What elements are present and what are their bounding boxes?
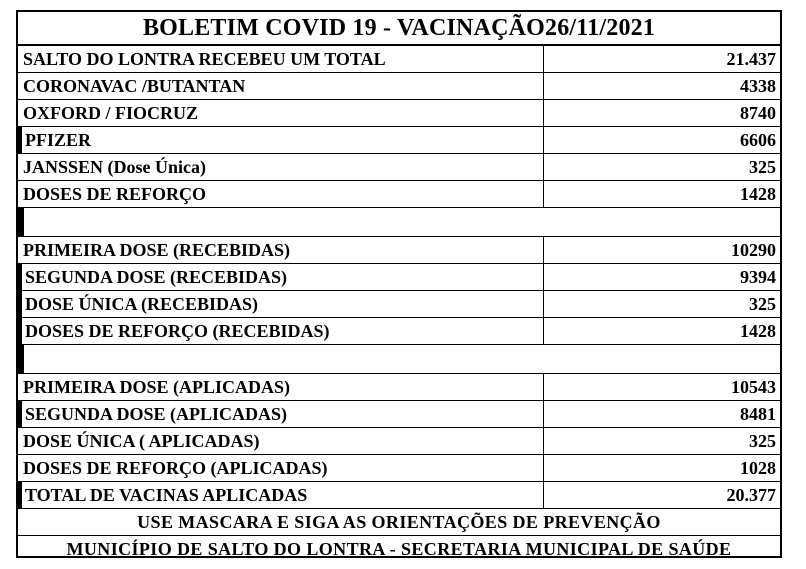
row-label: DOSE ÚNICA ( APLICADAS) (18, 428, 544, 454)
table-row (18, 428, 780, 455)
row-value: 21.437 (726, 49, 776, 69)
row-label: SALTO DO LONTRA RECEBEU UM TOTAL (18, 46, 544, 72)
row-label: CORONAVAC /BUTANTAN (18, 73, 544, 99)
table-row (18, 264, 780, 291)
row-label: SEGUNDA DOSE (APLICADAS) (22, 401, 544, 427)
table-row (18, 482, 780, 509)
section-divider (18, 208, 780, 237)
row-value: 1428 (740, 184, 776, 204)
row-value: 325 (749, 431, 776, 451)
row-value: 4338 (740, 76, 776, 96)
row-label: DOSE ÚNICA (RECEBIDAS) (22, 291, 544, 317)
row-label: JANSSEN (Dose Única) (18, 154, 544, 180)
table-row (18, 455, 780, 482)
table-row (18, 318, 780, 345)
table-row (18, 154, 780, 181)
row-value: 1028 (740, 458, 776, 478)
row-label: PRIMEIRA DOSE (APLICADAS) (18, 374, 544, 400)
row-value: 10290 (731, 240, 776, 260)
row-label: DOSES DE REFORÇO (RECEBIDAS) (22, 318, 544, 344)
row-label: PRIMEIRA DOSE (RECEBIDAS) (18, 237, 544, 263)
row-value: 10543 (731, 377, 776, 397)
table-row (18, 46, 780, 73)
row-value: 325 (749, 294, 776, 314)
row-label: TOTAL DE VACINAS APLICADAS (22, 482, 544, 508)
row-value: 9394 (740, 267, 776, 287)
table-row (18, 374, 780, 401)
row-value: 8481 (740, 404, 776, 424)
table-row (18, 181, 780, 208)
table-row (18, 73, 780, 100)
bulletin-title: BOLETIM COVID 19 - VACINAÇÃO26/11/2021 (18, 12, 780, 46)
row-value: 20.377 (726, 485, 776, 505)
row-label: OXFORD / FIOCRUZ (18, 100, 544, 126)
row-value: 1428 (740, 321, 776, 341)
row-value: 6606 (740, 130, 776, 150)
table-row (18, 291, 780, 318)
table-row (18, 127, 780, 154)
row-value: 8740 (740, 103, 776, 123)
row-label: DOSES DE REFORÇO (APLICADAS) (18, 455, 544, 481)
row-label: PFIZER (22, 127, 544, 153)
section-divider (18, 345, 780, 374)
table-row (18, 100, 780, 127)
row-label: SEGUNDA DOSE (RECEBIDAS) (22, 264, 544, 290)
row-value: 325 (749, 157, 776, 177)
prevention-message: USE MASCARA E SIGA AS ORIENTAÇÕES DE PREVENÇÃO (18, 509, 780, 536)
table-row (18, 237, 780, 264)
municipality-credit: MUNICÍPIO DE SALTO DO LONTRA - SECRETARIA MUNICIPAL DE SAÚDE (66, 539, 732, 559)
row-label: DOSES DE REFORÇO (18, 181, 544, 207)
vaccination-bulletin-table (16, 10, 782, 558)
table-row (18, 401, 780, 428)
